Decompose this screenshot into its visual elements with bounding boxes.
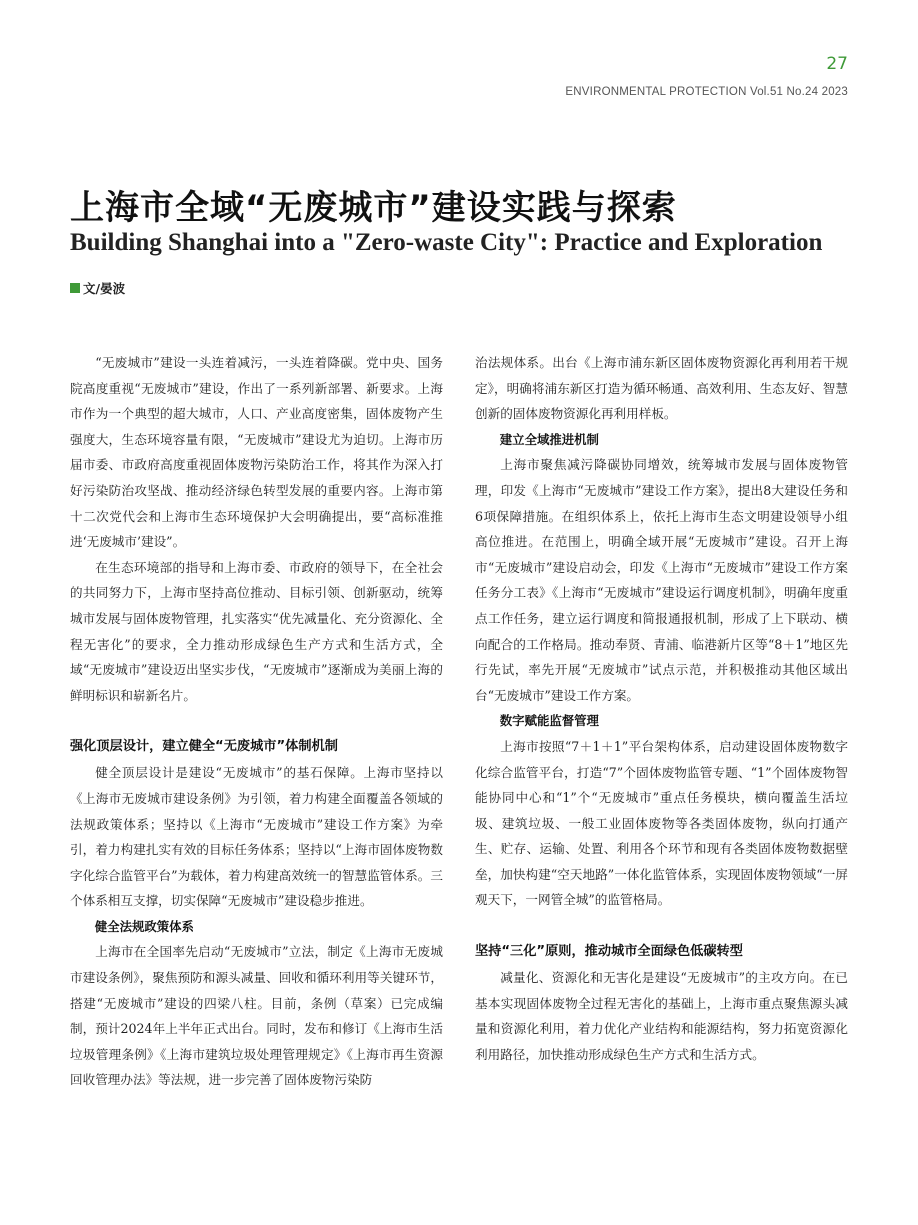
paragraph: 上海市在全国率先启动“无废城市”立法，制定《上海市无废城市建设条例》，聚焦预防和源头减量、回收和循环利用等关键环节，搭建“无废城市”建设的四梁八柱。目前，条例（草案）已完成编制，预计2024年上半年正式出台。同时，发布和修订《上海市生活垃圾管理条例》《上海市建筑垃圾处理管理规定》《上海市再生资源回收管理办法》等法规，进一步完善了固体废物污染防 <box>70 944 443 1088</box>
left-column <box>70 350 443 1093</box>
spacer <box>70 708 443 734</box>
sub-heading: 健全法规政策体系 <box>94 918 194 934</box>
article-title-cn: 上海市全域“无废城市”建设实践与探索 <box>70 188 677 228</box>
paragraph: 减量化、资源化和无害化是建设“无废城市”的主攻方向。在已基本实现固体废物全过程无害化的基础上，上海市重点聚焦源头减量和资源化利用，着力优化产业结构和能源结构，努力拓宽资源化利用路径，加快推动形成绿色生产方式和生活方式。 <box>475 970 848 1062</box>
section-heading: 强化顶层设计，建立健全“无废城市”体制机制 <box>70 739 338 755</box>
paragraph: “无废城市”建设一头连着减污，一头连着降碳。党中央、国务院高度重视“无废城市”建设，作出了一系列新部署、新要求。上海市作为一个典型的超大城市，人口、产业高度密集，固体废物产生强度大，生态环境容量有限，“无废城市”建设尤为迫切。上海市历届市委、市政府高度重视固体废物污染防治工作，将其作为深入打好污染防治攻坚战、推动经济绿色转型发展的重要内容。上海市第十二次党代会和上海市生态环境保护大会明确提出，要“高标准推进‘无废城市’建设”。 <box>70 355 443 550</box>
section-heading: 坚持“三化”原则，推动城市全面绿色低碳转型 <box>475 944 743 960</box>
green-square-marker <box>70 283 80 293</box>
spacer <box>475 913 848 939</box>
sub-heading: 建立全域推进机制 <box>499 431 599 447</box>
page-number: 27 <box>826 54 848 74</box>
paragraph: 在生态环境部的指导和上海市委、市政府的领导下，在全社会的共同努力下，上海市坚持高位推动、目标引领、创新驱动，统筹城市发展与固体废物管理，扎实落实“优先减量化、充分资源化、全程无害化”的要求，全力推动形成绿色生产方式和生活方式，全域“无废城市”建设迈出坚实步伐，“无废城市”逐渐成为美丽上海的鲜明标识和崭新名片。 <box>70 559 443 703</box>
right-column <box>475 350 848 1067</box>
paragraph: 治法规体系。出台《上海市浦东新区固体废物资源化再利用若干规定》，明确将浦东新区打造为循环畅通、高效利用、生态友好、智慧创新的固体废物资源化再利用样板。 <box>475 355 848 422</box>
byline <box>70 279 125 297</box>
journal-info: ENVIRONMENTAL PROTECTION Vol.51 No.24 2023 <box>565 86 848 98</box>
paragraph: 健全顶层设计是建设“无废城市”的基石保障。上海市坚持以《上海市无废城市建设条例》为引领，着力构建全面覆盖各领域的法规政策体系；坚持以《上海市“无废城市”建设工作方案》为牵引，着力构建扎实有效的目标任务体系；坚持以“上海市固体废物数字化综合监管平台”为载体，着力构建高效统一的智慧监管体系。三个体系相互支撑，切实保障“无废城市”建设稳步推进。 <box>70 765 443 909</box>
paragraph: 上海市聚焦减污降碳协同增效，统筹城市发展与固体废物管理，印发《上海市“无废城市”建设工作方案》，提出8大建设任务和6项保障措施。在组织体系上，依托上海市生态文明建设领导小组高位推进。在范围上，明确全域开展“无废城市”建设。召开上海市“无废城市”建设启动会，印发《上海市“无废城市”建设工作方案任务分工表》《上海市“无废城市”建设运行调度机制》，明确年度重点工作任务，建立运行调度和简报通报机制，形成了上下联动、横向配合的工作格局。推动奉贤、青浦、临港新片区等“8＋1”地区先行先试，率先开展“无废城市”试点示范，并积极推动其他区域出台“无废城市”建设工作方案。 <box>475 457 848 703</box>
author-text: 文/晏波 <box>83 281 126 296</box>
paragraph: 上海市按照“7＋1＋1”平台架构体系，启动建设固体废物数字化综合监管平台，打造“7”个固体废物监管专题、“1”个固体废物智能协同中心和“1”个“无废城市”重点任务模块，横向覆盖生活垃圾、建筑垃圾、一般工业固体废物等各类固体废物，纵向打通产生、贮存、运输、处置、利用各个环节和现有各类固体废物数据壁垒，加快构建“空天地路”一体化监管体系，实现固体废物领域“一屏观天下，一网管全城”的监管格局。 <box>475 738 848 908</box>
sub-heading: 数字赋能监督管理 <box>499 713 599 729</box>
article-title-en: Building Shanghai into a "Zero-waste City": Practice and Exploration <box>70 229 823 256</box>
